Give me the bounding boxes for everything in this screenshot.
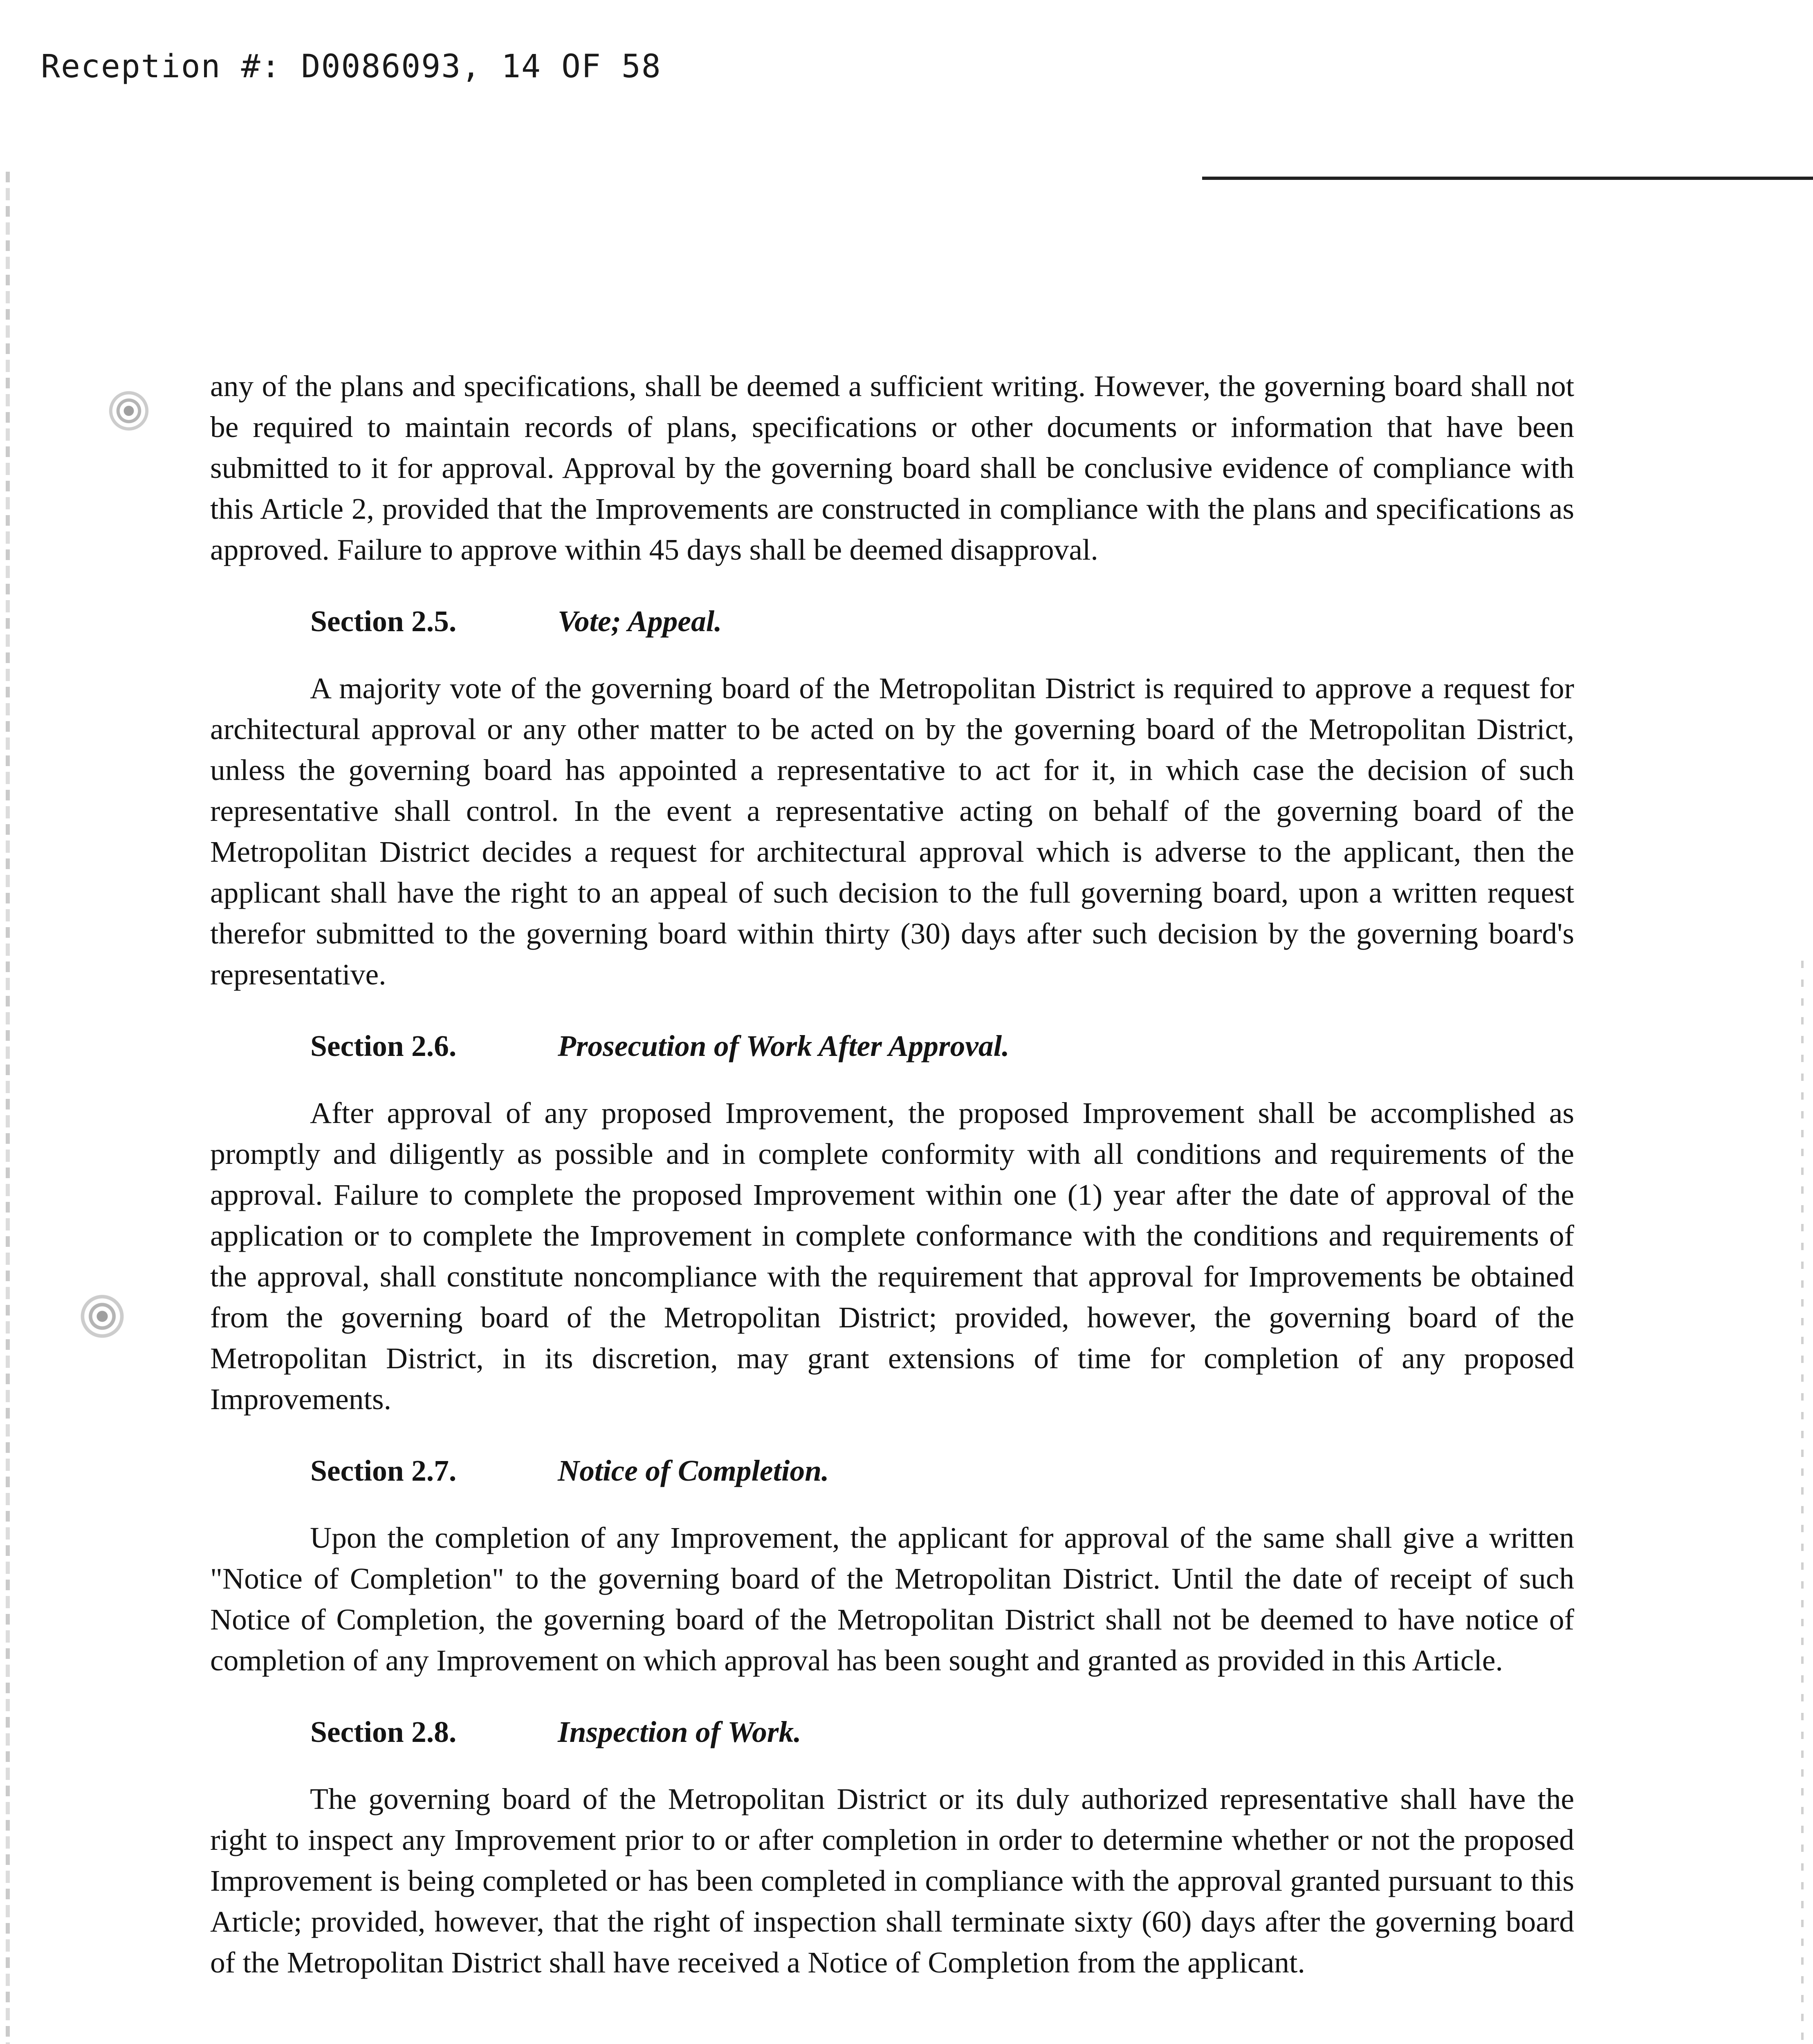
section-heading-2-8 xyxy=(310,1712,1574,1753)
document-body xyxy=(210,366,1574,1983)
header-rule xyxy=(1202,177,1813,180)
section-paragraph-2-7: Upon the completion of any Improvement, the applicant for approval of the same shall give a written "Notice of Completion" to the governing board of the Metropolitan District. Until the date of receipt of such Notice of Completion, the governing board of the Metropolitan District shall not be deemed to have notice of completion of any Improvement on which approval has been sought and granted as provided in this Article. xyxy=(210,1521,1574,1677)
scan-speck-artifact xyxy=(102,380,155,442)
opening-paragraph: any of the plans and specifications, shall be deemed a sufficient writing. However, the governing board shall not be required to maintain records of plans, specifications or other documents or information that have been submitted to it for approval. Approval by the governing board shall be conclusive evidence of compliance with this Article 2, provided that the Improvements are constructed in compliance with the plans and specifications as approved. Failure to approve within 45 days shall be deemed disapproval. xyxy=(210,370,1574,566)
scan-right-edge-artifact xyxy=(1801,961,1804,2044)
section-number: Section 2.6. xyxy=(310,1029,457,1062)
section-title: Vote; Appeal. xyxy=(558,605,722,638)
section-heading-2-5 xyxy=(310,601,1574,642)
reception-number: Reception #: D0086093, 14 OF 58 xyxy=(41,48,662,85)
section-paragraph-2-6: After approval of any proposed Improvement, the proposed Improvement shall be accomplished as promptly and diligently as possible and in complete conformity with all conditions and requirements of the approval. Failure to complete the proposed Improvement within one (1) year after the date of approval of the application or to complete the Improvement in complete conformance with the conditions and requirements of the approval, shall constitute noncompliance with the requirement that approval for Improvements be obtained from the governing board of the Metropolitan District; provided, however, the governing board of the Metropolitan District, in its discretion, may grant extensions of time for completion of any proposed Improvements. xyxy=(210,1096,1574,1416)
section-title: Prosecution of Work After Approval. xyxy=(558,1029,1010,1062)
section-heading-2-6 xyxy=(310,1026,1574,1067)
section-heading-2-7 xyxy=(310,1450,1574,1491)
section-paragraph-2-5: A majority vote of the governing board of the Metropolitan District is required to approve a request for architectural approval or any other matter to be acted on by the governing board of the Metropolitan District, unless the governing board has appointed a representative to act for it, in which case the decision of such representative shall control. In the event a representative acting on behalf of the governing board of the Metropolitan District decides a request for architectural approval which is adverse to the applicant, then the applicant shall have the right to an appeal of such decision to the full governing board, upon a written request therefor submitted to the governing board within thirty (30) days after such decision by the governing board's representative. xyxy=(210,672,1574,991)
section-number: Section 2.7. xyxy=(310,1454,457,1487)
section-paragraph-2-8: The governing board of the Metropolitan District or its duly authorized representative shall have the right to inspect any Improvement prior to or after completion in order to determine whether or not the proposed Improvement is being completed or has been completed in compliance with the approval granted pursuant to this Article; provided, however, that the right of inspection shall terminate sixty (60) days after the governing board of the Metropolitan District shall have received a Notice of Completion from the applicant. xyxy=(210,1782,1574,1979)
scan-speck-artifact xyxy=(78,1280,127,1353)
section-title: Inspection of Work. xyxy=(558,1715,801,1748)
section-number: Section 2.8. xyxy=(310,1715,457,1748)
scan-left-edge-artifact xyxy=(6,172,10,2044)
section-title: Notice of Completion. xyxy=(558,1454,829,1487)
section-number: Section 2.5. xyxy=(310,605,457,638)
